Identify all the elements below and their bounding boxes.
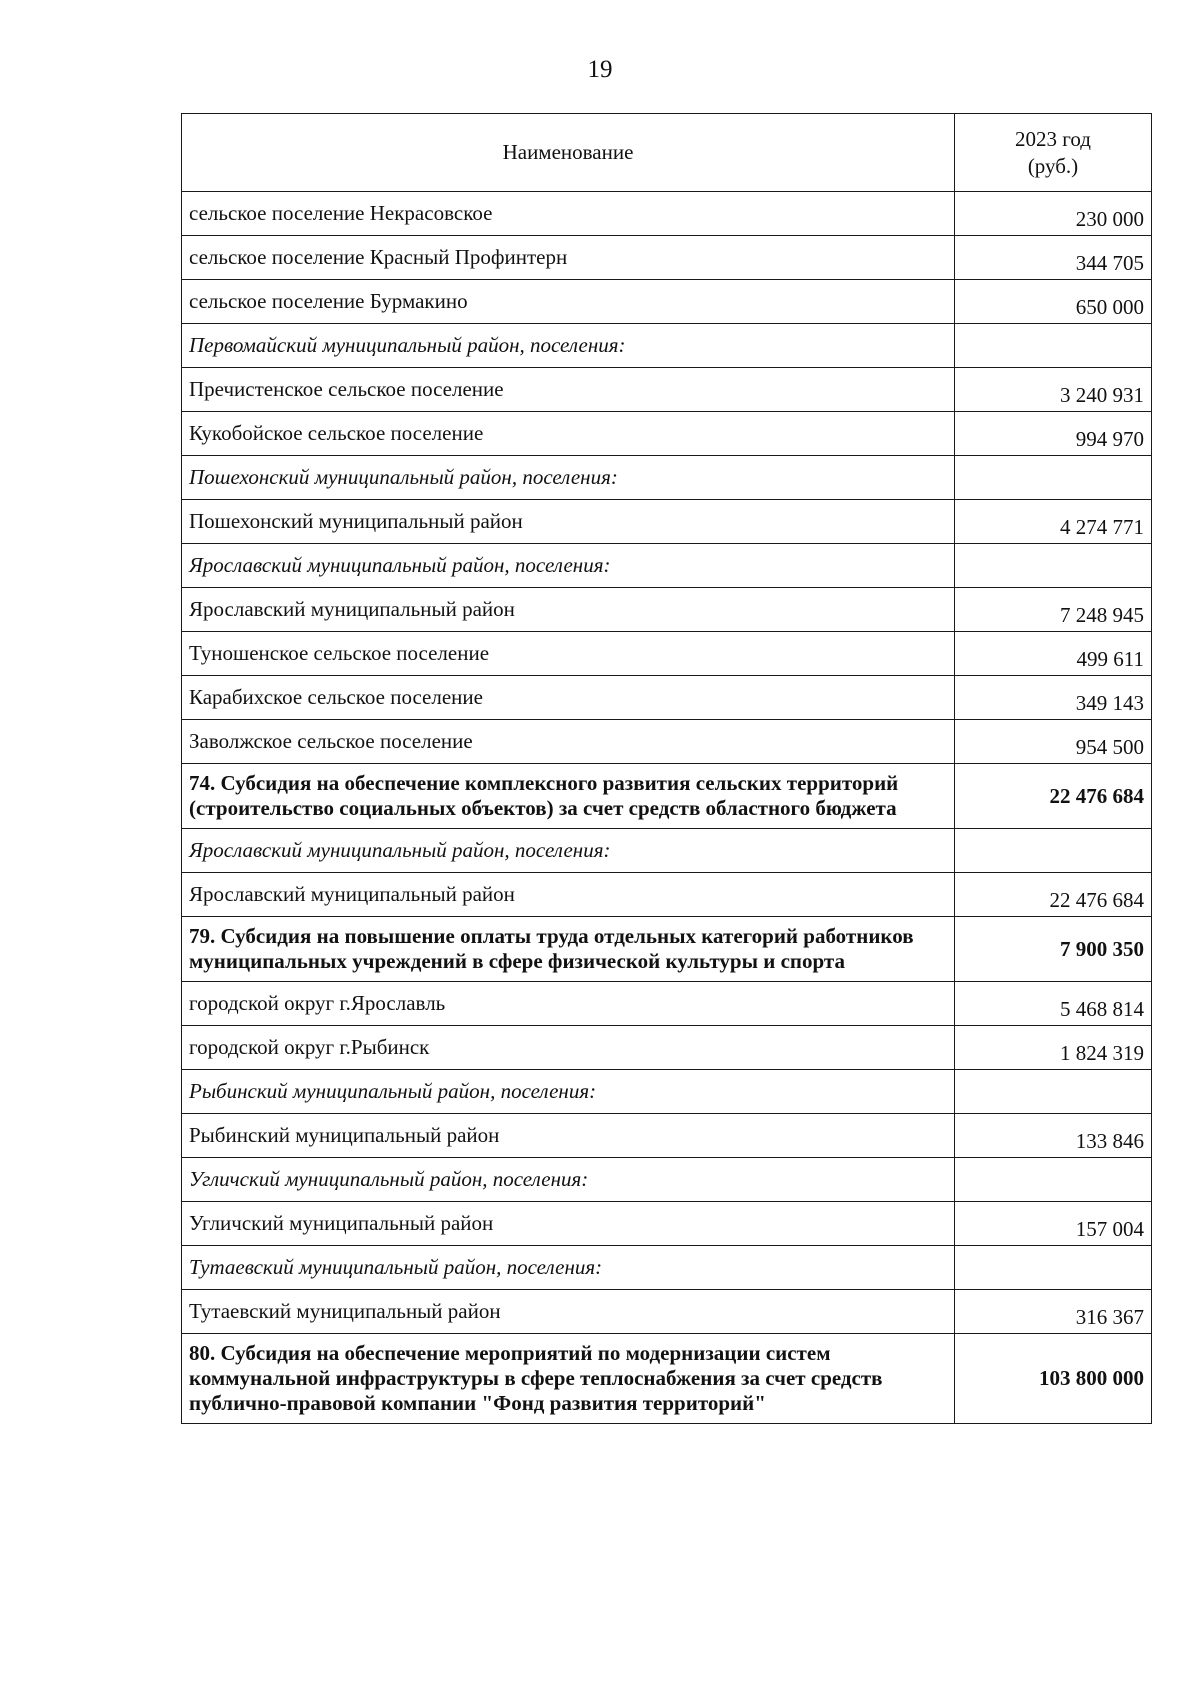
group-heading-row [182, 829, 1152, 873]
row-name: сельское поселение Некрасовское [182, 192, 955, 236]
row-name: Тутаевский муниципальный район [182, 1290, 955, 1334]
row-name: Пречистенское сельское поселение [182, 368, 955, 412]
table-row [182, 982, 1152, 1026]
row-amount [955, 324, 1152, 368]
row-amount: 22 476 684 [955, 764, 1152, 829]
group-heading-row [182, 456, 1152, 500]
table-body [182, 192, 1152, 1424]
table-row [182, 676, 1152, 720]
table-row [182, 368, 1152, 412]
column-header-year: 2023 год [1015, 126, 1091, 151]
table-row [182, 500, 1152, 544]
row-name: Угличский муниципальный район [182, 1202, 955, 1246]
row-name: 80. Субсидия на обеспечение мероприятий по модернизации систем коммунальной инфраструктуры в сфере теплоснабжения за счет средств публично-правовой компании "Фонд развития территорий" [182, 1334, 955, 1424]
row-name: 79. Субсидия на повышение оплаты труда отдельных категорий работников муниципальных учреждений в сфере физической культуры и спорта [182, 917, 955, 982]
table-row [182, 720, 1152, 764]
table-row [182, 1290, 1152, 1334]
row-name: Рыбинский муниципальный район [182, 1114, 955, 1158]
row-name: городской округ г.Ярославль [182, 982, 955, 1026]
table-row [182, 412, 1152, 456]
row-amount [955, 456, 1152, 500]
row-name: Угличский муниципальный район, поселения: [182, 1158, 955, 1202]
row-name: 74. Субсидия на обеспечение комплексного развития сельских территорий (строительство социальных объектов) за счет средств областного бюджета [182, 764, 955, 829]
row-amount: 499 611 [955, 632, 1152, 676]
row-name: городской округ г.Рыбинск [182, 1026, 955, 1070]
row-name: Первомайский муниципальный район, поселения: [182, 324, 955, 368]
row-amount: 994 970 [955, 412, 1152, 456]
row-amount: 5 468 814 [955, 982, 1152, 1026]
row-name: Тутаевский муниципальный район, поселения: [182, 1246, 955, 1290]
row-amount: 954 500 [955, 720, 1152, 764]
row-amount: 7 248 945 [955, 588, 1152, 632]
row-name: Рыбинский муниципальный район, поселения: [182, 1070, 955, 1114]
column-header-unit: (руб.) [1027, 153, 1079, 178]
row-name: Ярославский муниципальный район, поселения: [182, 544, 955, 588]
table-row [182, 280, 1152, 324]
column-header-name: Наименование [182, 114, 955, 192]
row-amount [955, 1246, 1152, 1290]
row-amount: 349 143 [955, 676, 1152, 720]
row-amount [955, 1070, 1152, 1114]
row-amount: 4 274 771 [955, 500, 1152, 544]
table-header-row [182, 114, 1152, 192]
row-amount: 1 824 319 [955, 1026, 1152, 1070]
group-heading-row [182, 324, 1152, 368]
row-name: Карабихское сельское поселение [182, 676, 955, 720]
group-heading-row [182, 1158, 1152, 1202]
table-row [182, 192, 1152, 236]
row-amount: 316 367 [955, 1290, 1152, 1334]
row-name: Пошехонский муниципальный район [182, 500, 955, 544]
table-row [182, 236, 1152, 280]
page-number: 19 [587, 56, 613, 83]
row-name: сельское поселение Красный Профинтерн [182, 236, 955, 280]
table-row [182, 1026, 1152, 1070]
row-amount: 157 004 [955, 1202, 1152, 1246]
row-amount: 133 846 [955, 1114, 1152, 1158]
row-amount [955, 1158, 1152, 1202]
row-name: Ярославский муниципальный район [182, 588, 955, 632]
table-row [182, 1202, 1152, 1246]
row-amount: 230 000 [955, 192, 1152, 236]
row-amount: 650 000 [955, 280, 1152, 324]
budget-table [181, 113, 1152, 1424]
table-row [182, 1114, 1152, 1158]
table-row [182, 873, 1152, 917]
row-name: Заволжское сельское поселение [182, 720, 955, 764]
row-name: Ярославский муниципальный район, поселения: [182, 829, 955, 873]
subsidy-row [182, 917, 1152, 982]
row-name: Пошехонский муниципальный район, поселения: [182, 456, 955, 500]
group-heading-row [182, 1246, 1152, 1290]
column-header-amount [955, 114, 1152, 192]
row-name: Ярославский муниципальный район [182, 873, 955, 917]
row-amount: 103 800 000 [955, 1334, 1152, 1424]
row-amount: 344 705 [955, 236, 1152, 280]
subsidy-row [182, 764, 1152, 829]
table-row [182, 632, 1152, 676]
row-amount: 7 900 350 [955, 917, 1152, 982]
subsidy-row [182, 1334, 1152, 1424]
table-row [182, 588, 1152, 632]
row-name: Кукобойское сельское поселение [182, 412, 955, 456]
row-amount [955, 544, 1152, 588]
row-name: сельское поселение Бурмакино [182, 280, 955, 324]
group-heading-row [182, 1070, 1152, 1114]
row-name: Туношенское сельское поселение [182, 632, 955, 676]
row-amount [955, 829, 1152, 873]
row-amount: 22 476 684 [955, 873, 1152, 917]
group-heading-row [182, 544, 1152, 588]
row-amount: 3 240 931 [955, 368, 1152, 412]
